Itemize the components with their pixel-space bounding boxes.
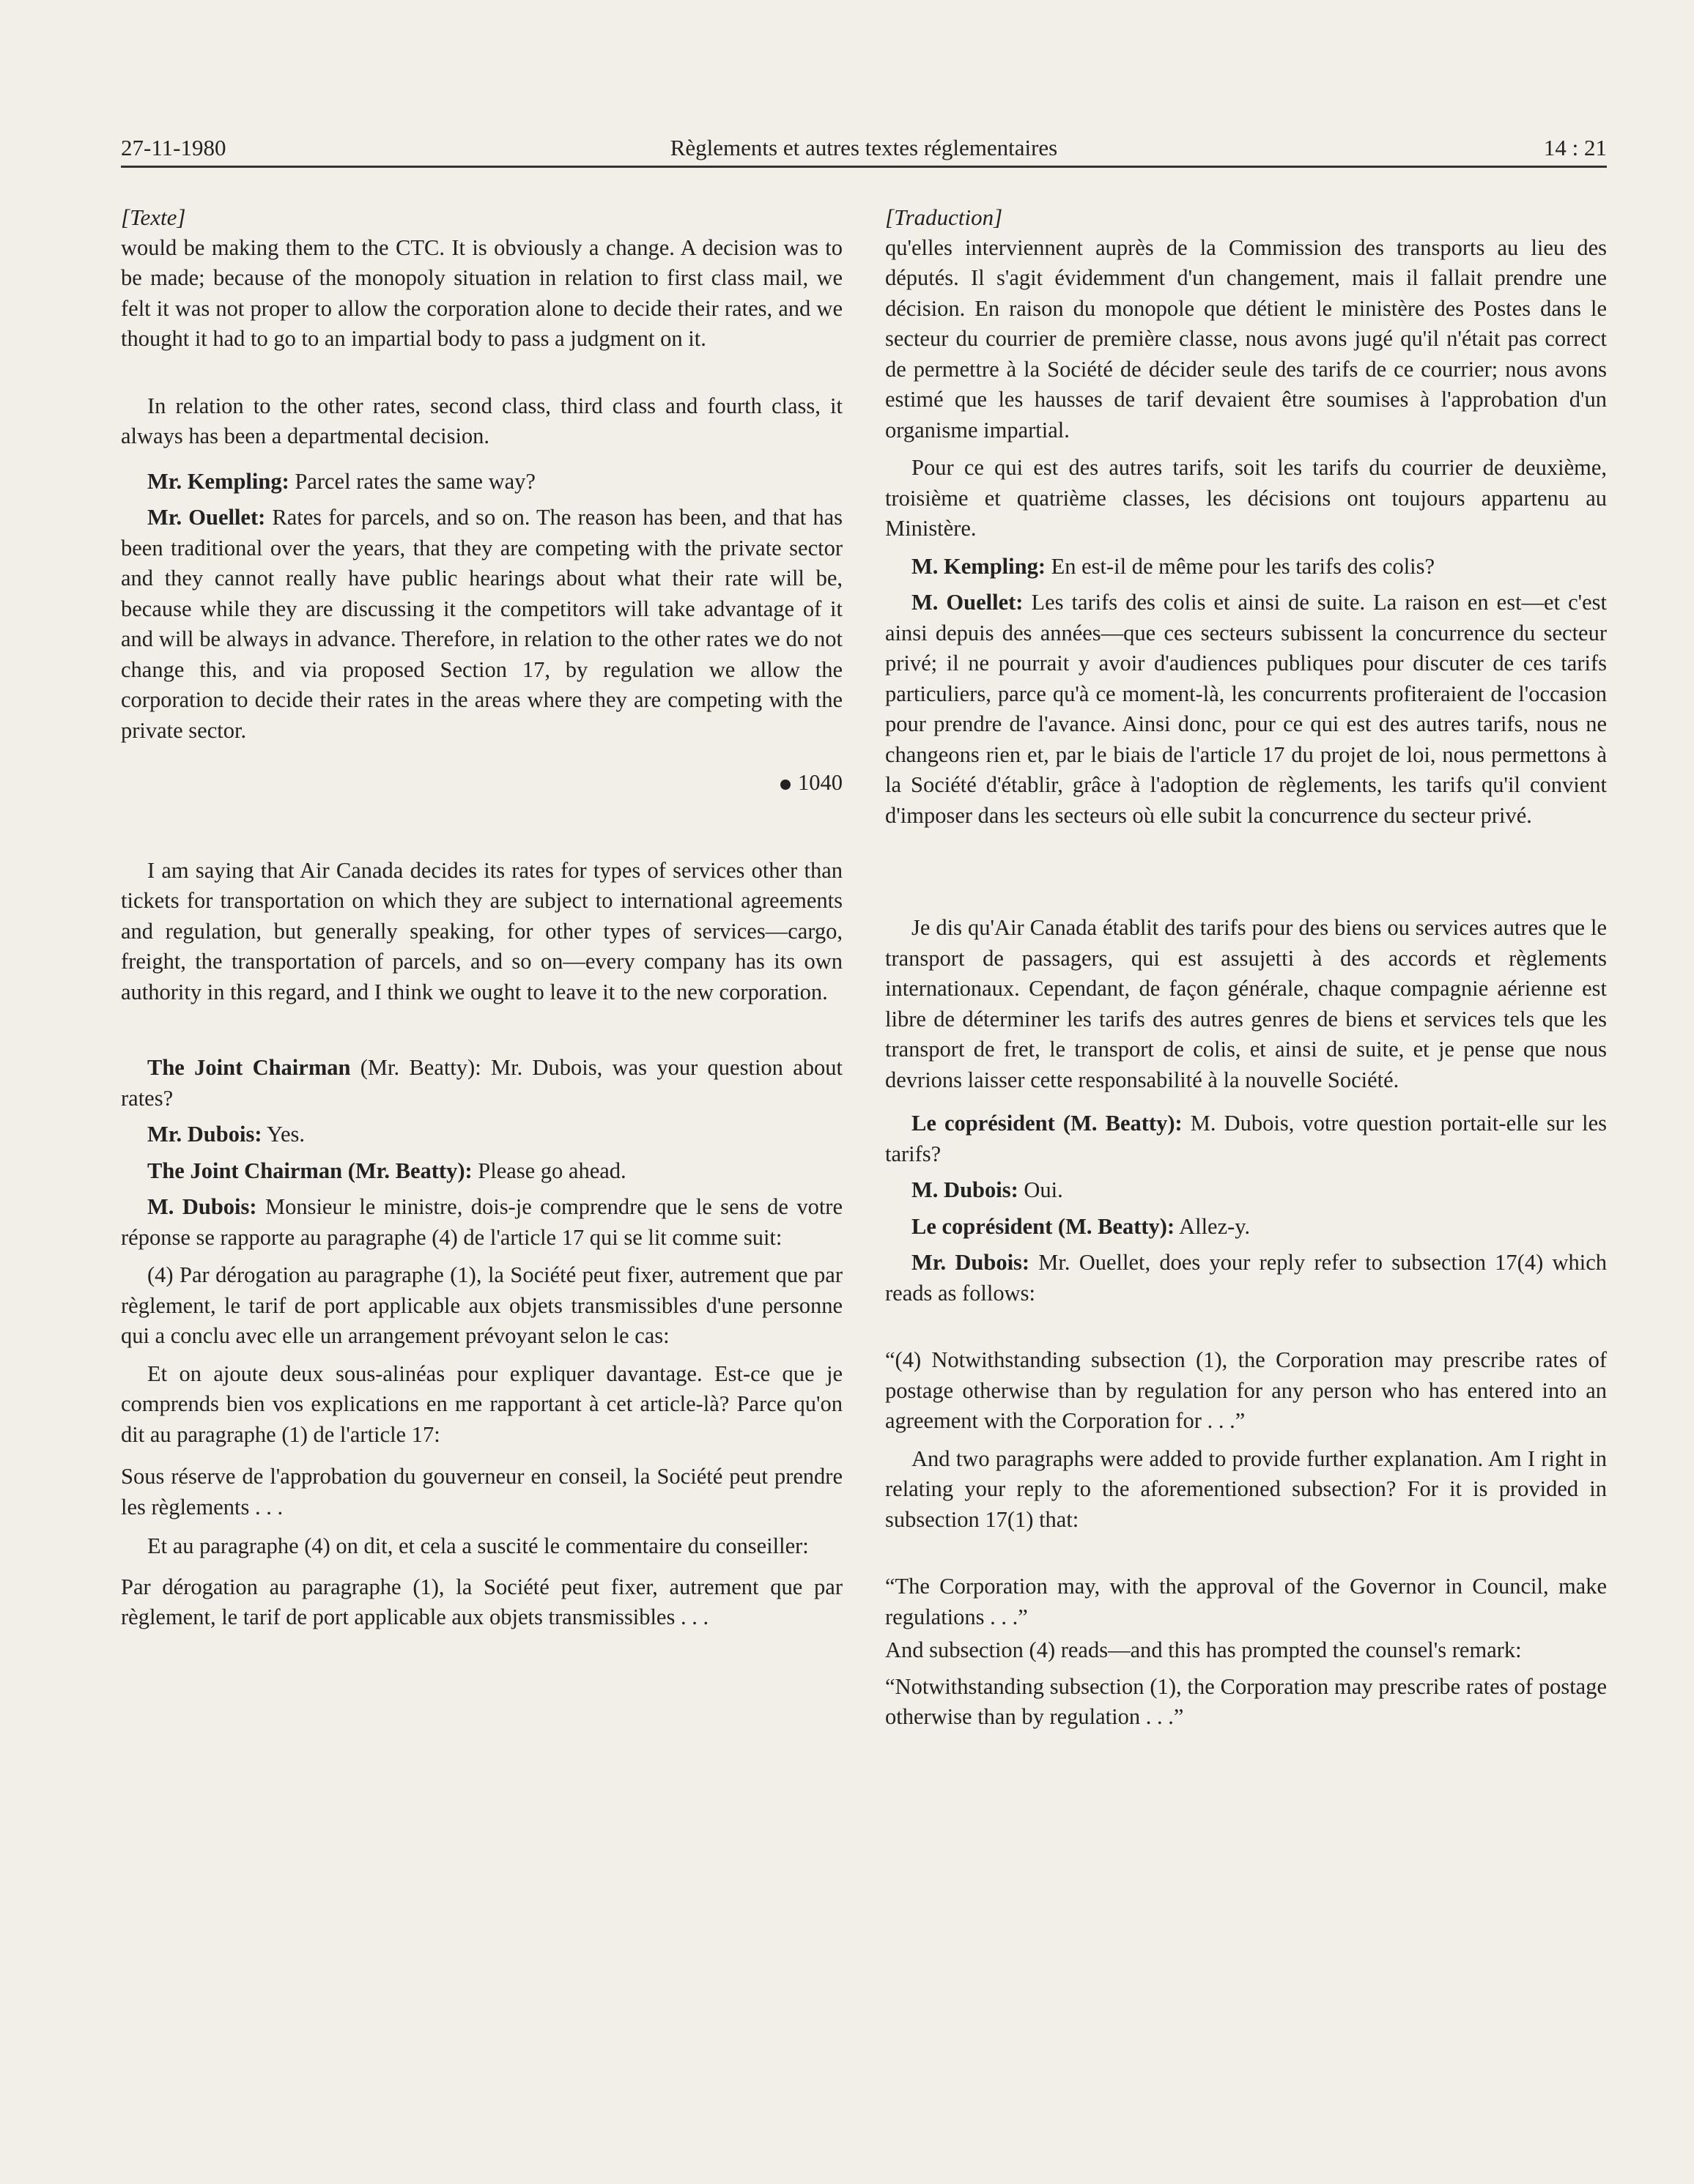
speech (885, 588, 1607, 831)
paragraph: qu'elles interviennent auprès de la Commission des transports au lieu des députés. Il s'agit évidemment d'un changement, mais il fallait prendre une décision. En raison du monopole que détient le ministère des Postes dans le secteur du courrier de première classe, nous avons jugé qu'il n'était pas correct de permettre à la Société de décider seule des tarifs de ce courrier; nous avons estimé que les hausses de tarif devaient être soumises à l'approbation d'un organisme impartial. (885, 234, 1607, 443)
paragraph: Et on ajoute deux sous-alinéas pour expliquer davantage. Est-ce que je comprends bien vos explications en me rapportant à cet article-là? Parce qu'on dit au paragraphe (1) de l'article 17: (121, 1361, 843, 1447)
speech (885, 1248, 1607, 1308)
time-marker (121, 768, 843, 799)
speaker: M. Kempling: (911, 553, 1046, 579)
paragraph: And subsection (4) reads—and this has prompted the counsel's remark: (885, 1637, 1522, 1662)
paragraph: I am saying that Air Canada decides its rates for types of services other than tickets for transportation on which they are subject to international agreements and regulation, but generally speaking, for other types of services—cargo, freight, the transportation of parcels, and so on—every company has its own authority in this regard, and I think we ought to leave it to the new corporation. (121, 857, 843, 1004)
quotation: “Notwithstanding subsection (1), the Corporation may prescribe rates of postage otherwise than by regulation . . .” (885, 1673, 1607, 1729)
page-header (121, 123, 1607, 168)
speaker: The Joint Chairman (147, 1055, 351, 1080)
speech-text: Les tarifs des colis et ainsi de suite. La raison en est—et c'est ainsi depuis des années—que ces secteurs subissent la concurrence du secteur privé; il ne pourrait y avoir d'audiences publiques pour discuter de ces tarifs particuliers, parce qu'à ce moment-là, les concurrents profiteraient de l'occasion pour prendre de l'avance. Ainsi donc, pour ce qui est des autres tarifs, nous ne changeons rien et, par le biais de l'article 17 du projet de loi, nous permettons à la Société d'établir, grâce à l'adoption de règlements, les tarifs qu'il convient d'imposer dans les secteurs où elle subit la concurrence du secteur privé. (885, 590, 1607, 828)
paragraph: Et au paragraphe (4) on dit, et cela a suscité le commentaire du conseiller: (147, 1533, 809, 1558)
speaker-detail: (M. Beatty): (1052, 1213, 1175, 1239)
text-tag: [Texte] (121, 204, 186, 230)
speech (121, 503, 843, 746)
header-page-number: 14 : 21 (1543, 135, 1607, 160)
speaker: Le coprésident (911, 1213, 1053, 1239)
speech (121, 1119, 843, 1150)
quotation: Par dérogation au paragraphe (1), la Société peut fixer, autrement que par règlement, le tarif de port applicable aux objets transmissibles . . . (121, 1574, 843, 1629)
paragraph: In relation to the other rates, second class, third class and fourth class, it always has been a departmental decision. (121, 393, 843, 448)
speech-text: M. Dubois, votre question portait-elle sur les tarifs? (885, 1111, 1608, 1166)
speaker: Mr. Kempling: (147, 468, 289, 494)
speech (885, 1108, 1607, 1169)
speech-text: Oui. (1018, 1177, 1063, 1202)
quotation: “The Corporation may, with the approval of the Governor in Council, make regulations . . .” (885, 1574, 1607, 1629)
speech (885, 1212, 1607, 1243)
quotation: Sous réserve de l'approbation du gouverneur en conseil, la Société peut prendre les règlements . . . (121, 1464, 843, 1519)
speech-text: Parcel rates the same way? (289, 468, 536, 494)
speaker-detail: (Mr. Beatty): (342, 1158, 473, 1183)
paragraph: Je dis qu'Air Canada établit des tarifs pour des biens ou services autres que le transport de passagers, qui est assujetti à des accords et règlements internationaux. Cependant, de façon générale, chaque compagnie aérienne est libre de déterminer les tarifs des autres genres de biens et services tels que les transport de fret, le transport de colis, et ainsi de suite, et je pense que nous devrions laisser cette responsabilité à la nouvelle Société. (885, 915, 1607, 1092)
time-marker-text: 1040 (798, 770, 843, 795)
speaker: M. Ouellet: (911, 590, 1024, 615)
speech (121, 1156, 843, 1187)
speech (885, 552, 1607, 582)
quotation: “(4) Notwithstanding subsection (1), the Corporation may prescribe rates of postage otherwise than by regulation for any person who has entered into an agreement with the Corporation for . . .” (885, 1347, 1607, 1433)
quotation: (4) Par dérogation au paragraphe (1), la Société peut fixer, autrement que par règlement, le tarif de port applicable aux objets transmissibles d'une personne qui a conclu avec elle un arrangement prévoyant selon le cas: (121, 1262, 843, 1348)
speech-text: En est-il de même pour les tarifs des colis? (1046, 553, 1435, 579)
header-date: 27-11-1980 (121, 135, 226, 160)
translation-tag: [Traduction] (885, 204, 1003, 230)
right-column (885, 202, 1607, 1733)
speech-text: Mr. Dubois, was your question about rates? (121, 1055, 843, 1111)
paragraph: And two paragraphs were added to provide further explanation. Am I right in relating your reply to the aforementioned subsection? For it is provided in subsection 17(1) that: (885, 1445, 1607, 1532)
speech (121, 467, 843, 497)
speaker: M. Dubois: (911, 1177, 1018, 1202)
paragraph: would be making them to the CTC. It is obviously a change. A decision was to be made; because of the monopoly situation in relation to first class mail, we felt it was not proper to allow the corporation alone to decide their rates, and we thought it had to go to an impartial body to pass a judgment on it. (121, 234, 843, 351)
speech (121, 1053, 843, 1114)
speech-text: Mr. Ouellet, does your reply refer to subsection 17(4) which reads as follows: (885, 1250, 1607, 1306)
speaker: Mr. Dubois: (147, 1122, 262, 1147)
speech-text: Allez-y. (1175, 1213, 1251, 1239)
speaker: Mr. Ouellet: (147, 505, 266, 530)
speaker: Le coprésident (911, 1111, 1055, 1136)
speaker: The Joint Chairman (147, 1158, 343, 1183)
speech (121, 1192, 843, 1253)
paragraph: Pour ce qui est des autres tarifs, soit les tarifs du courrier de deuxième, troisième et quatrième classes, les décisions ont toujours appartenu au Ministère. (885, 455, 1607, 541)
speech-text: Please go ahead. (472, 1158, 626, 1183)
header-title: Règlements et autres textes réglementaires (670, 135, 1058, 160)
speech-text: Rates for parcels, and so on. The reason has been, and that has been traditional over the years, that they are competing with the private sector and they cannot really have public hearings about what their rate will be, because while they are discussing it the competitors will take advantage of it and will be always in advance. Therefore, in relation to the other rates we do not change this, and via proposed Section 17, by regulation we allow the corporation to decide their rates in the areas where they are competing with the private sector. (121, 505, 843, 743)
speech-text: Monsieur le ministre, dois-je comprendre que le sens de votre réponse se rapporte au paragraphe (4) de l'article 17 qui se lit comme suit: (121, 1194, 843, 1250)
speech-text: Yes. (262, 1122, 305, 1147)
speaker: M. Dubois: (147, 1194, 257, 1219)
bullet-icon (780, 780, 791, 790)
speaker-detail: (M. Beatty): (1054, 1111, 1183, 1136)
speaker: Mr. Dubois: (911, 1250, 1030, 1275)
left-column (121, 202, 843, 1633)
speaker-detail: (Mr. Beatty): (350, 1055, 481, 1080)
speech (885, 1175, 1607, 1206)
